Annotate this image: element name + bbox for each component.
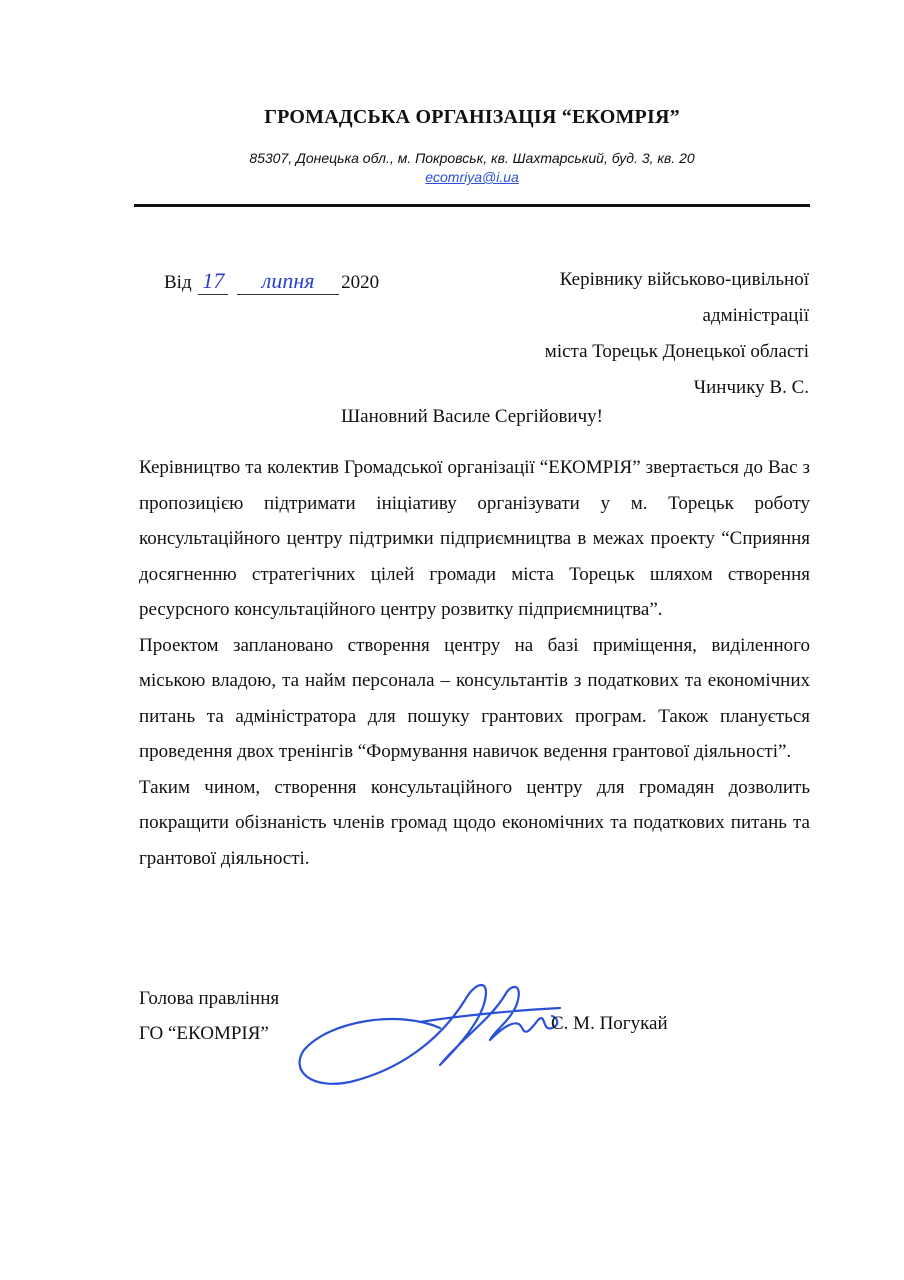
body-paragraph: Проектом заплановано створення центру на базі приміщення, виділенного міською владою, та найм персонала – консультантів з податкових та економічних питань та адміністратора для пошуку грантових програм. Також планується проведення двох тренінгів “Формування навичок ведення грантової діяльності”.	[139, 634, 810, 762]
date-day-handwritten: 17	[198, 268, 228, 295]
handwritten-signature-icon	[290, 970, 590, 1100]
organization-email-link[interactable]: ecomriya@i.ua	[425, 169, 519, 185]
letter-body	[139, 450, 810, 876]
signatory-name: С. М. Погукай	[551, 1013, 668, 1034]
body-paragraph: Таким чином, створення консультаційного центру для громадян дозволить покращити обізнаність членів громад щодо економічних та податкових питань та грантової діяльності.	[139, 776, 810, 869]
signatory-title	[139, 981, 279, 1051]
recipient-line: міста Торецьк Донецької області	[544, 341, 809, 362]
signatory-organization: ГО “ЕКОМРІЯ”	[139, 1023, 269, 1044]
body-paragraph: Керівництво та колектив Громадської організації “ЕКОМРІЯ” звертається до Вас з пропозицією підтримати ініціативу організувати у м. Торецьк роботу консультаційного центру підтримки підприємництва в межах проекту “Сприяння досягненню стратегічних цілей громади міста Торецьк шляхом створення ресурсного консультаційного центру розвитку підприємництва”.	[139, 457, 810, 620]
organization-email-line	[0, 169, 904, 185]
recipient-line: Чинчику В. С.	[693, 377, 809, 398]
salutation: Шановний Василе Сергійовичу!	[341, 406, 603, 427]
date-prefix: Від	[164, 272, 192, 293]
signatory-position: Голова правління	[139, 988, 280, 1009]
recipient-block	[545, 262, 809, 406]
recipient-line: адміністрації	[702, 305, 809, 326]
organization-title: ГРОМАДСЬКА ОРГАНІЗАЦІЯ “ЕКОМРІЯ”	[264, 106, 680, 128]
organization-address: 85307, Донецька обл., м. Покровськ, кв. Шахтарський, буд. 3, кв. 20	[249, 150, 695, 166]
recipient-line: Керівнику військово-цивільної	[559, 269, 809, 290]
date-year: 2020	[341, 272, 380, 293]
date-month-handwritten: липня	[237, 268, 339, 295]
letter-date	[164, 268, 379, 295]
header-divider	[134, 204, 810, 207]
